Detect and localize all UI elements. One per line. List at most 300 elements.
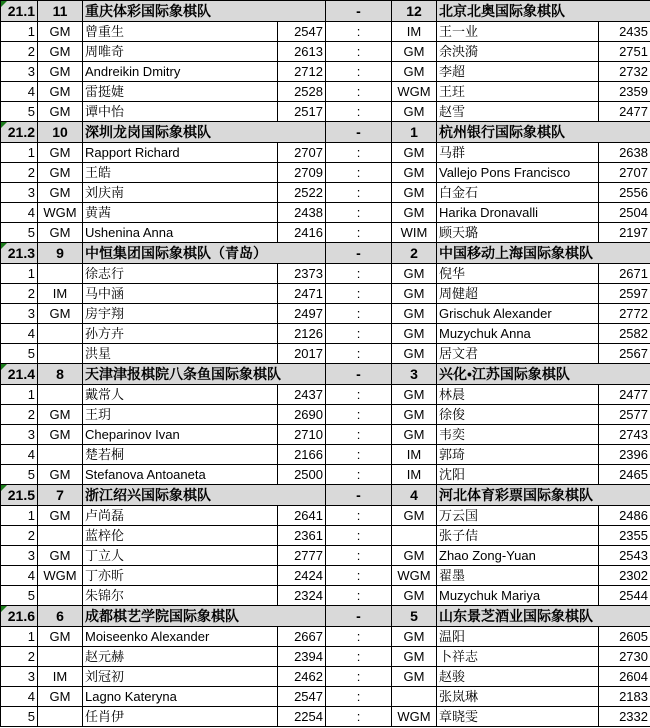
board-number: 4 [1, 566, 38, 586]
home-player-title: GM [38, 143, 83, 163]
away-player-rating: 2671 [599, 264, 650, 284]
home-player-name: 黄茜 [83, 203, 278, 223]
away-player-rating: 2605 [599, 627, 650, 647]
away-player-rating: 2751 [599, 42, 650, 62]
away-player-rating: 2577 [599, 405, 650, 425]
table-row [1, 425, 650, 445]
board-number: 1 [1, 143, 38, 163]
score-colon: : [326, 62, 392, 82]
board-number: 3 [1, 183, 38, 203]
home-seed: 9 [38, 243, 83, 264]
home-seed: 11 [38, 1, 83, 22]
away-player-title: GM [392, 506, 437, 526]
away-seed: 2 [392, 243, 437, 264]
away-player-title [392, 526, 437, 546]
away-player-title: GM [392, 42, 437, 62]
home-seed: 8 [38, 364, 83, 385]
round-number: 21.3 [1, 243, 38, 264]
away-player-rating: 2302 [599, 566, 650, 586]
home-player-name: 卢尚磊 [83, 506, 278, 526]
round-number: 21.2 [1, 122, 38, 143]
away-player-name: 周健超 [437, 284, 599, 304]
away-seed: 5 [392, 606, 437, 627]
score-colon: : [326, 203, 392, 223]
home-player-name: Stefanova Antoaneta [83, 465, 278, 485]
away-player-rating: 2465 [599, 465, 650, 485]
away-player-name: 沈阳 [437, 465, 599, 485]
home-player-name: Cheparinov Ivan [83, 425, 278, 445]
score-colon: : [326, 647, 392, 667]
away-player-rating: 2183 [599, 687, 650, 707]
away-team-name: 杭州银行国际象棋队 [437, 122, 650, 143]
away-player-name: Vallejo Pons Francisco [437, 163, 599, 183]
away-player-name: 张子佶 [437, 526, 599, 546]
table-row [1, 284, 650, 304]
away-player-rating: 2544 [599, 586, 650, 606]
board-number: 3 [1, 425, 38, 445]
table-row [1, 223, 650, 243]
home-player-rating: 2709 [278, 163, 326, 183]
away-player-name: 白金石 [437, 183, 599, 203]
home-player-name: 雷挺婕 [83, 82, 278, 102]
board-number: 3 [1, 62, 38, 82]
away-player-title: GM [392, 586, 437, 606]
score-colon: : [326, 707, 392, 727]
away-player-name: 万云国 [437, 506, 599, 526]
away-seed: 4 [392, 485, 437, 506]
table-row [1, 102, 650, 122]
away-player-rating: 2543 [599, 546, 650, 566]
home-player-title: GM [38, 183, 83, 203]
home-player-title: GM [38, 163, 83, 183]
round-header-row [1, 1, 650, 22]
away-player-title: WIM [392, 223, 437, 243]
home-player-title [38, 586, 83, 606]
away-player-title: IM [392, 445, 437, 465]
home-player-rating: 2497 [278, 304, 326, 324]
home-player-title [38, 647, 83, 667]
away-player-rating: 2359 [599, 82, 650, 102]
score-colon: : [326, 405, 392, 425]
away-player-title: GM [392, 102, 437, 122]
home-player-rating: 2613 [278, 42, 326, 62]
away-player-rating: 2582 [599, 324, 650, 344]
home-player-title: IM [38, 667, 83, 687]
away-player-name: 张岚琳 [437, 687, 599, 707]
away-player-name: 居文君 [437, 344, 599, 364]
away-player-name: 卜祥志 [437, 647, 599, 667]
away-player-title: GM [392, 546, 437, 566]
home-player-name: 丁亦昕 [83, 566, 278, 586]
round-number: 21.6 [1, 606, 38, 627]
score-colon: : [326, 163, 392, 183]
away-player-rating: 2743 [599, 425, 650, 445]
board-number: 4 [1, 324, 38, 344]
away-player-name: 章晓雯 [437, 707, 599, 727]
away-player-name: 余泱漪 [437, 42, 599, 62]
home-player-rating: 2126 [278, 324, 326, 344]
away-player-rating: 2477 [599, 385, 650, 405]
home-player-name: 蓝梓伦 [83, 526, 278, 546]
score-colon: : [326, 586, 392, 606]
away-player-title: GM [392, 667, 437, 687]
table-row [1, 385, 650, 405]
home-player-title: GM [38, 223, 83, 243]
home-player-rating: 2528 [278, 82, 326, 102]
table-row [1, 344, 650, 364]
home-player-title [38, 385, 83, 405]
score-colon: : [326, 223, 392, 243]
home-player-title [38, 526, 83, 546]
home-player-name: Rapport Richard [83, 143, 278, 163]
round-number: 21.1 [1, 1, 38, 22]
table-row [1, 163, 650, 183]
home-seed: 6 [38, 606, 83, 627]
home-player-rating: 2547 [278, 22, 326, 42]
board-number: 5 [1, 344, 38, 364]
home-player-rating: 2707 [278, 143, 326, 163]
match-separator: - [326, 606, 392, 627]
table-row [1, 22, 650, 42]
board-number: 4 [1, 203, 38, 223]
table-row [1, 203, 650, 223]
score-colon: : [326, 465, 392, 485]
home-player-title: GM [38, 42, 83, 62]
home-player-name: 楚若桐 [83, 445, 278, 465]
home-player-title: WGM [38, 566, 83, 586]
away-player-name: 郭琦 [437, 445, 599, 465]
home-player-name: 赵元赫 [83, 647, 278, 667]
home-player-rating: 2017 [278, 344, 326, 364]
away-team-name: 山东景芝酒业国际象棋队 [437, 606, 650, 627]
home-player-title: GM [38, 425, 83, 445]
table-row [1, 304, 650, 324]
home-player-rating: 2667 [278, 627, 326, 647]
away-player-title: WGM [392, 566, 437, 586]
home-player-title: GM [38, 465, 83, 485]
home-player-title: GM [38, 82, 83, 102]
score-colon: : [326, 526, 392, 546]
away-player-rating: 2730 [599, 647, 650, 667]
match-separator: - [326, 1, 392, 22]
away-player-name: 温阳 [437, 627, 599, 647]
home-player-name: 谭中怡 [83, 102, 278, 122]
table-row [1, 62, 650, 82]
board-number: 1 [1, 385, 38, 405]
round-header-row [1, 606, 650, 627]
table-row [1, 586, 650, 606]
board-number: 4 [1, 445, 38, 465]
home-player-rating: 2641 [278, 506, 326, 526]
score-colon: : [326, 445, 392, 465]
away-player-rating: 2332 [599, 707, 650, 727]
home-player-title: GM [38, 62, 83, 82]
board-number: 3 [1, 304, 38, 324]
table-row [1, 264, 650, 284]
home-player-rating: 2471 [278, 284, 326, 304]
home-player-title [38, 324, 83, 344]
home-player-name: 孙方卉 [83, 324, 278, 344]
home-player-rating: 2254 [278, 707, 326, 727]
home-player-name: 洪星 [83, 344, 278, 364]
table-row [1, 526, 650, 546]
away-player-name: Grischuk Alexander [437, 304, 599, 324]
home-player-name: 朱锦尔 [83, 586, 278, 606]
home-player-rating: 2324 [278, 586, 326, 606]
home-player-name: Andreikin Dmitry [83, 62, 278, 82]
match-separator: - [326, 364, 392, 385]
away-player-rating: 2435 [599, 22, 650, 42]
round-header-row [1, 485, 650, 506]
away-player-name: 王一业 [437, 22, 599, 42]
board-number: 2 [1, 526, 38, 546]
score-colon: : [326, 304, 392, 324]
home-player-name: 刘冠初 [83, 667, 278, 687]
away-player-title: GM [392, 405, 437, 425]
board-number: 5 [1, 707, 38, 727]
home-player-rating: 2500 [278, 465, 326, 485]
away-team-name: 中国移动上海国际象棋队 [437, 243, 650, 264]
home-team-name: 重庆体彩国际象棋队 [83, 1, 326, 22]
away-player-name: 赵骏 [437, 667, 599, 687]
home-player-rating: 2373 [278, 264, 326, 284]
match-separator: - [326, 122, 392, 143]
match-separator: - [326, 243, 392, 264]
score-colon: : [326, 506, 392, 526]
away-player-title: IM [392, 465, 437, 485]
home-player-name: 王皓 [83, 163, 278, 183]
away-player-title: GM [392, 324, 437, 344]
table-row [1, 183, 650, 203]
board-number: 1 [1, 627, 38, 647]
table-row [1, 324, 650, 344]
table-row [1, 82, 650, 102]
away-team-name: 北京北奥国际象棋队 [437, 1, 650, 22]
board-number: 2 [1, 42, 38, 62]
home-seed: 10 [38, 122, 83, 143]
home-player-name: Moiseenko Alexander [83, 627, 278, 647]
score-colon: : [326, 42, 392, 62]
away-player-title: GM [392, 647, 437, 667]
away-player-rating: 2597 [599, 284, 650, 304]
home-player-rating: 2522 [278, 183, 326, 203]
board-number: 5 [1, 586, 38, 606]
home-player-rating: 2361 [278, 526, 326, 546]
home-player-title: GM [38, 687, 83, 707]
home-player-title: GM [38, 627, 83, 647]
home-player-rating: 2547 [278, 687, 326, 707]
away-seed: 1 [392, 122, 437, 143]
away-player-rating: 2396 [599, 445, 650, 465]
away-player-title: GM [392, 163, 437, 183]
home-player-name: 任肖伊 [83, 707, 278, 727]
home-player-name: Lagno Kateryna [83, 687, 278, 707]
table-row [1, 566, 650, 586]
away-player-name: 林晨 [437, 385, 599, 405]
away-player-name: Muzychuk Anna [437, 324, 599, 344]
away-player-rating: 2732 [599, 62, 650, 82]
away-player-title: GM [392, 304, 437, 324]
home-player-title: IM [38, 284, 83, 304]
away-player-rating: 2638 [599, 143, 650, 163]
away-player-rating: 2567 [599, 344, 650, 364]
home-player-title: WGM [38, 203, 83, 223]
board-number: 1 [1, 22, 38, 42]
match-separator: - [326, 485, 392, 506]
home-player-title: GM [38, 506, 83, 526]
board-number: 2 [1, 163, 38, 183]
round-number: 21.5 [1, 485, 38, 506]
home-player-name: 房宇翔 [83, 304, 278, 324]
away-player-rating: 2477 [599, 102, 650, 122]
away-player-title: GM [392, 284, 437, 304]
away-player-name: 马群 [437, 143, 599, 163]
board-number: 1 [1, 264, 38, 284]
score-colon: : [326, 344, 392, 364]
home-player-title: GM [38, 102, 83, 122]
table-row [1, 667, 650, 687]
table-row [1, 445, 650, 465]
home-team-name: 浙江绍兴国际象棋队 [83, 485, 326, 506]
away-player-rating: 2504 [599, 203, 650, 223]
home-player-title: GM [38, 546, 83, 566]
board-number: 5 [1, 223, 38, 243]
score-colon: : [326, 385, 392, 405]
away-player-name: 翟墨 [437, 566, 599, 586]
home-player-title [38, 264, 83, 284]
home-team-name: 深圳龙岗国际象棋队 [83, 122, 326, 143]
away-player-rating: 2355 [599, 526, 650, 546]
table-row [1, 405, 650, 425]
score-colon: : [326, 566, 392, 586]
table-row [1, 506, 650, 526]
away-player-name: 赵雪 [437, 102, 599, 122]
away-player-name: 王玨 [437, 82, 599, 102]
away-player-title: GM [392, 143, 437, 163]
home-player-rating: 2690 [278, 405, 326, 425]
table-row [1, 42, 650, 62]
away-team-name: 兴化•江苏国际象棋队 [437, 364, 650, 385]
round-number: 21.4 [1, 364, 38, 385]
away-player-rating: 2486 [599, 506, 650, 526]
away-player-title: WGM [392, 82, 437, 102]
score-colon: : [326, 687, 392, 707]
home-player-rating: 2416 [278, 223, 326, 243]
home-player-name: 王玥 [83, 405, 278, 425]
away-player-title: IM [392, 22, 437, 42]
home-player-title: GM [38, 304, 83, 324]
score-colon: : [326, 22, 392, 42]
away-player-rating: 2707 [599, 163, 650, 183]
round-header-row [1, 364, 650, 385]
round-header-row [1, 122, 650, 143]
away-player-title [392, 687, 437, 707]
home-player-name: 周唯奇 [83, 42, 278, 62]
away-player-rating: 2197 [599, 223, 650, 243]
home-player-name: 马中涵 [83, 284, 278, 304]
away-player-title: GM [392, 203, 437, 223]
home-player-name: 刘庆南 [83, 183, 278, 203]
board-number: 4 [1, 82, 38, 102]
home-player-title: GM [38, 405, 83, 425]
home-player-title [38, 707, 83, 727]
board-number: 5 [1, 102, 38, 122]
home-player-title [38, 445, 83, 465]
home-player-rating: 2710 [278, 425, 326, 445]
table-row [1, 546, 650, 566]
home-player-rating: 2394 [278, 647, 326, 667]
away-player-name: 韦奕 [437, 425, 599, 445]
home-player-rating: 2437 [278, 385, 326, 405]
score-colon: : [326, 183, 392, 203]
home-player-rating: 2777 [278, 546, 326, 566]
score-colon: : [326, 425, 392, 445]
table-row [1, 465, 650, 485]
board-number: 4 [1, 687, 38, 707]
board-number: 2 [1, 284, 38, 304]
home-player-title [38, 344, 83, 364]
round-header-row [1, 243, 650, 264]
score-colon: : [326, 264, 392, 284]
home-player-rating: 2166 [278, 445, 326, 465]
away-team-name: 河北体育彩票国际象棋队 [437, 485, 650, 506]
home-team-name: 中恒集团国际象棋队（青岛） [83, 243, 326, 264]
away-player-name: Muzychuk Mariya [437, 586, 599, 606]
home-player-name: 丁立人 [83, 546, 278, 566]
home-player-title: GM [38, 22, 83, 42]
home-team-name: 成都棋艺学院国际象棋队 [83, 606, 326, 627]
away-seed: 3 [392, 364, 437, 385]
home-seed: 7 [38, 485, 83, 506]
away-player-rating: 2772 [599, 304, 650, 324]
table-row [1, 707, 650, 727]
board-number: 3 [1, 667, 38, 687]
board-number: 3 [1, 546, 38, 566]
score-colon: : [326, 667, 392, 687]
away-player-name: 顾天璐 [437, 223, 599, 243]
score-colon: : [326, 324, 392, 344]
away-seed: 12 [392, 1, 437, 22]
score-colon: : [326, 627, 392, 647]
away-player-rating: 2604 [599, 667, 650, 687]
away-player-title: GM [392, 385, 437, 405]
score-colon: : [326, 82, 392, 102]
home-player-name: 戴常人 [83, 385, 278, 405]
home-team-name: 天津津报棋院八条鱼国际象棋队 [83, 364, 326, 385]
away-player-name: 徐俊 [437, 405, 599, 425]
table-row [1, 143, 650, 163]
score-colon: : [326, 284, 392, 304]
board-number: 2 [1, 647, 38, 667]
table-row [1, 627, 650, 647]
board-number: 5 [1, 465, 38, 485]
away-player-name: 李超 [437, 62, 599, 82]
away-player-title: GM [392, 425, 437, 445]
home-player-name: Ushenina Anna [83, 223, 278, 243]
board-number: 1 [1, 506, 38, 526]
home-player-rating: 2424 [278, 566, 326, 586]
score-colon: : [326, 102, 392, 122]
away-player-title: GM [392, 62, 437, 82]
board-number: 2 [1, 405, 38, 425]
away-player-title: GM [392, 627, 437, 647]
table-row [1, 687, 650, 707]
away-player-name: Harika Dronavalli [437, 203, 599, 223]
away-player-rating: 2556 [599, 183, 650, 203]
home-player-rating: 2438 [278, 203, 326, 223]
table-row [1, 647, 650, 667]
away-player-title: GM [392, 264, 437, 284]
